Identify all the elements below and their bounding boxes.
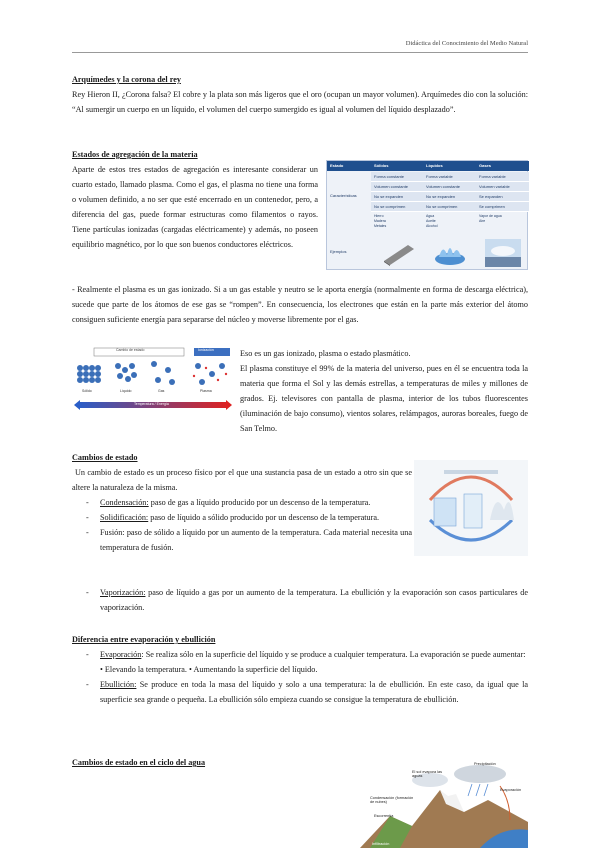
item-text: Se produce en toda la masa del líquido y solo a una temperatura: la de ebullición. En este caso, da igual que la superficie sea grande o pequeña. La ebullición sólo empieza cuando se consigue la temperatura de ebullición. [100,680,528,704]
table-header-estado: Estado [327,161,371,171]
section-cambios [72,450,412,555]
states-cycle-image [414,460,528,556]
table-cell: No se expanden [371,192,423,202]
figure-label: Gas [158,389,165,393]
term-evaporacion: Evaporación [100,650,142,659]
estados-intro-block [72,162,318,252]
vaporizacion-block [72,585,528,615]
heading-diferencia: Diferencia entre evaporación y ebullición [72,635,216,644]
examples-solidos [374,214,386,229]
table-cell: Volumen variable [476,182,529,192]
item-text: paso de líquido a sólido producido por un descenso de la temperatura. [148,513,379,522]
cycle-label: Precipitación [474,762,496,766]
heading-cambios: Cambios de estado [72,453,138,462]
list-item [72,585,528,615]
section-arquimedes [72,72,528,117]
plasma-para1: Eso es un gas ionizado, plasma o estado plasmático. [240,349,411,358]
table-cell: No se comprimen [423,202,476,212]
table-cell: Forma constante [371,172,423,182]
item-text: paso de líquido a gas por un aumento de la temperatura. La ebullición y la evaporación son casos particulares de vaporización. [100,588,528,612]
water-splash-image [433,239,467,267]
term-solidificacion: Solidificación: [100,513,149,522]
heading-ciclo: Cambios de estado en el ciclo del agua [72,758,206,767]
states-table [326,160,528,270]
table-row-label-caracteristicas: Características [330,193,357,198]
list-item [72,677,528,707]
list-item [72,647,528,677]
term-condensacion: Condensación: [100,498,149,507]
arquimedes-text: Rey Hieron II, ¿Corona falsa? El cobre y la plata son más ligeros que el oro (ocupan un mayor volumen). Arquímedes dio con la solución: “Al sumergir un cuerpo en un líquido, el volumen del cuerpo sumergido es igual al volumen del líquido desplazado”. [72,90,528,114]
figure-label: Ionización [198,348,214,352]
gas-landscape-image [485,239,521,267]
list-item: Hierro [374,214,384,218]
examples-gases [479,214,502,224]
cambios-intro: Un cambio de estado es un proceso físico por el que una sustancia pasa de un estado a otro sin que se altere la naturaleza de la misma. [72,468,412,492]
plasma-paragraph [72,282,528,327]
running-header: Didáctica del Conocimiento del Medio Natural [405,40,528,47]
plasma-figure [72,346,234,412]
list-item [72,525,412,555]
table-cell: Volumen constante [423,182,476,192]
examples-liquidos [426,214,437,229]
table-cell: No se expanden [423,192,476,202]
table-row-label-ejemplos: Ejemplos [330,249,347,254]
estados-intro: Aparte de estos tres estados de agregación es interesante considerar un cuarto estado, llamado plasma. Como el gas, el plasma no tiene una forma o volumen definido, a no ser que esté encerrado en un contenedor, pero, a diferencia del gas, puede formar estructuras como filamentos o rayos. Tiene partículas ionizadas (cargadas eléctricamente) y además, no poseen equilibrio magnético, por lo que son buenos conductores eléctricos. [72,165,318,249]
table-cell: Volumen constante [371,182,423,192]
list-item [72,510,412,525]
list-item: Madera [374,219,386,223]
table-cell: Se expanden [476,192,529,202]
list-item: Vapor de agua [479,214,502,218]
table-cell: No se comprimen [371,202,423,212]
figure-label: Plasma [200,389,212,393]
heading-estados: Estados de agregación de la materia [72,150,198,159]
figure-label: Temperatura / Energía [134,402,169,406]
list-item: Alcohol [426,224,438,228]
water-cycle-image [360,760,528,848]
list-item: Metales [374,224,387,228]
term-vaporizacion: Vaporización: [100,588,146,597]
cycle-label: Escorrentía [374,814,394,818]
item-text: Fusión: paso de sólido a líquido por un aumento de la temperatura. Cada material necesita una temperatura de fusión. [100,528,412,552]
iron-bar-image [382,241,416,267]
figure-label: Cambio de estado [116,348,145,352]
cambios-list [72,495,412,555]
table-cell: Se comprimen [476,202,529,212]
cambios-list-cont [72,585,528,615]
evap-bullets: • Elevando la temperatura. • Aumentando la superficie del líquido. [100,665,318,674]
header-rule [72,52,528,53]
cycle-label: El sol evapora las aguas [412,770,442,778]
table-cell: Forma variable [423,172,476,182]
cycle-label: Infiltración [372,842,390,846]
diferencia-list [72,647,528,707]
list-item [72,495,412,510]
list-item: Aire [479,219,486,223]
item-text: paso de gas a líquido producido por un descenso de la temperatura. [148,498,371,507]
heading-arquimedes: Arquímedes y la corona del rey [72,75,181,84]
figure-label: Líquido [120,389,132,393]
term-ebullicion: Ebullición: [100,680,137,689]
list-item: Aceite [426,219,436,223]
table-header-solidos: Sólidos [371,161,423,171]
plasma-text: - Realmente el plasma es un gas ionizado. Si a un gas estable y neutro se le aporta energía (normalmente en forma de descarga eléctrica), sucede que parte de los átomos de ese gas se “rompen”. En consecuencia, los electrones que están en la parte más exterior del átomo consiguen suficiente energía para separarse del núcleo y moverse libremente por el gas. [72,285,528,324]
figure-label: Sólido [82,389,92,393]
section-diferencia [72,632,528,707]
table-header-liquidos: Líquidos [423,161,476,171]
table-header-gases: Gases [476,161,529,171]
plasma-right-block [240,346,528,436]
item-text: : Se realiza sólo en la superficie del líquido y se produce a cualquier temperatura. La evaporación se puede aumentar: [141,650,526,659]
plasma-para2: El plasma constituye el 99% de la materia del universo, pues en él se encuentra toda la materia que forma el Sol y las demás estrellas, a temperaturas de miles y millones de grados. Ej. televisores con pantalla de plasma, interior de los tubos fluorescentes (iluminación de bajo consumo), vientos solares, relámpagos, auroras boreales, fuego de San Telmo. [240,364,528,433]
cycle-label: Evaporación [500,788,522,792]
list-item: Agua [426,214,435,218]
table-cell: Forma variable [476,172,529,182]
cycle-label: Condensación (formación de nubes) [370,796,414,804]
